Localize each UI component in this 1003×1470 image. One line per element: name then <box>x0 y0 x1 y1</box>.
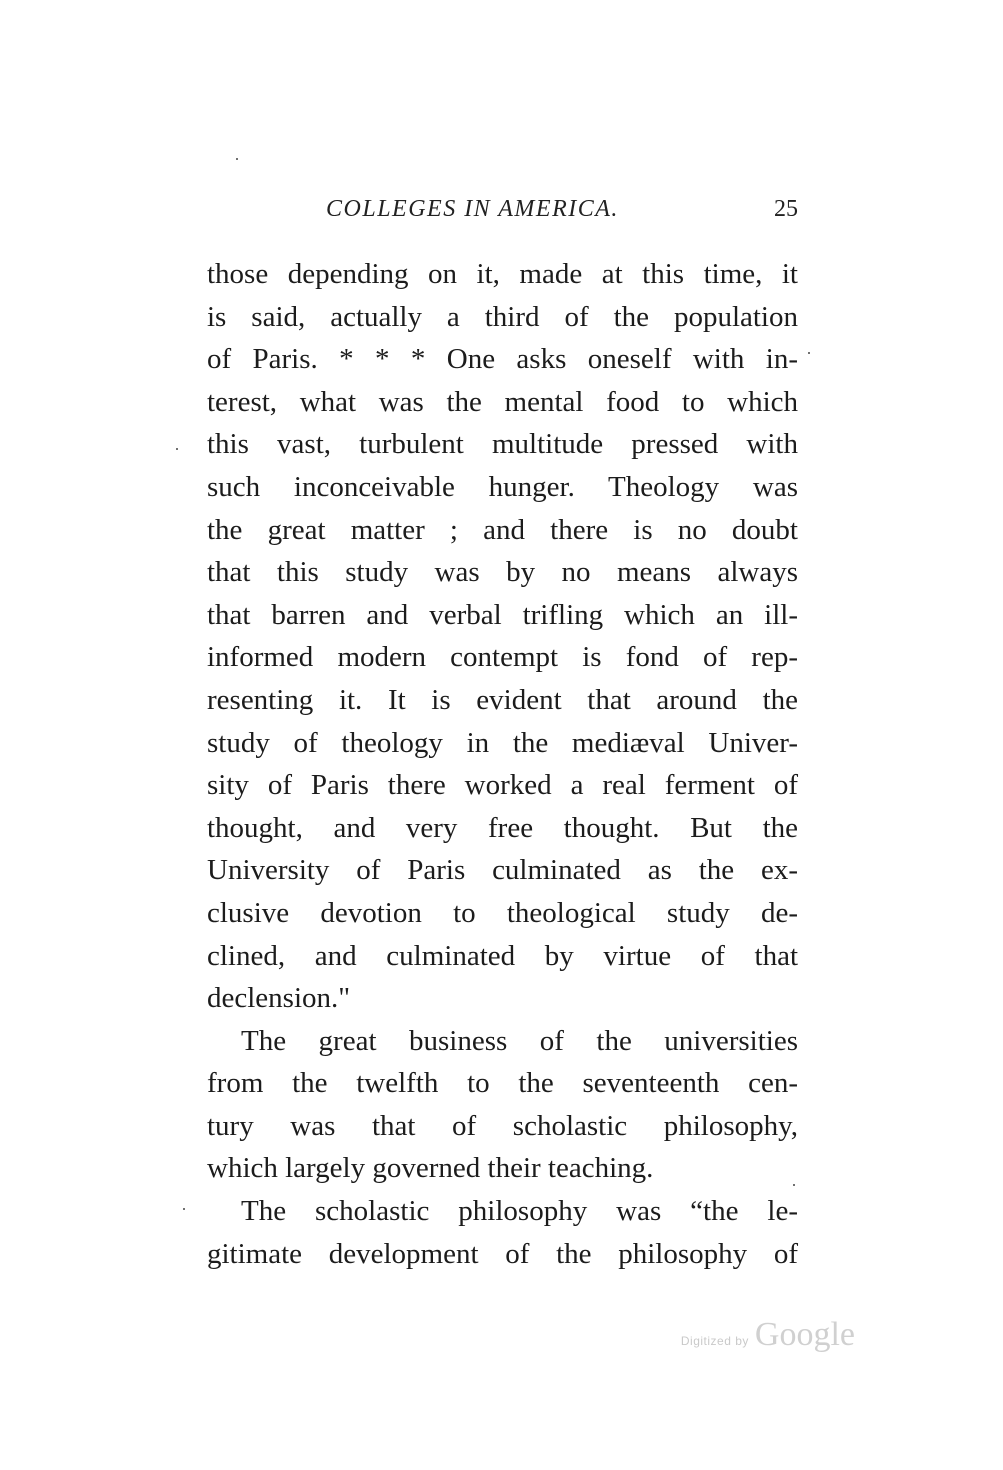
text-line: informed modern contempt is fond of rep- <box>207 641 798 674</box>
scan-speck <box>793 1184 795 1186</box>
text-line: from the twelfth to the seventeenth cen- <box>207 1067 798 1100</box>
text-line: is said, actually a third of the population <box>207 300 798 333</box>
text-line: such inconceivable hunger. Theology was <box>207 470 798 503</box>
text-line: study of theology in the mediæval Univer- <box>207 726 798 759</box>
watermark-prefix: Digitized by <box>680 1334 749 1348</box>
body-text <box>207 253 798 1275</box>
text-line: that barren and verbal trifling which an ill- <box>207 598 798 631</box>
text-line: this vast, turbulent multitude pressed with <box>207 428 798 461</box>
paragraph-start-line: The great business of the universities <box>241 1024 798 1057</box>
text-line: University of Paris culminated as the ex- <box>207 854 798 887</box>
text-line: declension." <box>207 982 351 1015</box>
paragraph-start-line: The scholastic philosophy was “the le- <box>241 1195 798 1228</box>
text-line: gitimate development of the philosophy of <box>207 1237 798 1270</box>
text-line: sity of Paris there worked a real ferment of <box>207 769 798 802</box>
text-line: the great matter ; and there is no doubt <box>207 513 798 546</box>
scan-speck <box>808 352 810 354</box>
scan-speck <box>236 158 238 160</box>
google-logo: Google <box>754 1316 855 1353</box>
text-line: that this study was by no means always <box>207 556 798 589</box>
text-line: clined, and culminated by virtue of that <box>207 939 798 972</box>
running-header <box>206 196 798 228</box>
text-line: tury was that of scholastic philosophy, <box>207 1109 798 1142</box>
page-number: 25 <box>774 196 798 222</box>
text-line: resenting it. It is evident that around the <box>207 683 798 716</box>
google-watermark <box>681 1316 855 1354</box>
text-line: which largely governed their teaching. <box>207 1152 654 1185</box>
scan-speck <box>176 448 178 450</box>
scan-speck <box>183 1208 185 1210</box>
text-line: clusive devotion to theological study de- <box>207 896 798 929</box>
text-line: thought, and very free thought. But the <box>207 811 798 844</box>
text-line: of Paris. * * * One asks oneself with in- <box>207 343 798 376</box>
text-line: terest, what was the mental food to which <box>207 385 798 418</box>
text-line: those depending on it, made at this time, it <box>207 258 798 290</box>
running-title: COLLEGES IN AMERICA. <box>326 196 619 222</box>
